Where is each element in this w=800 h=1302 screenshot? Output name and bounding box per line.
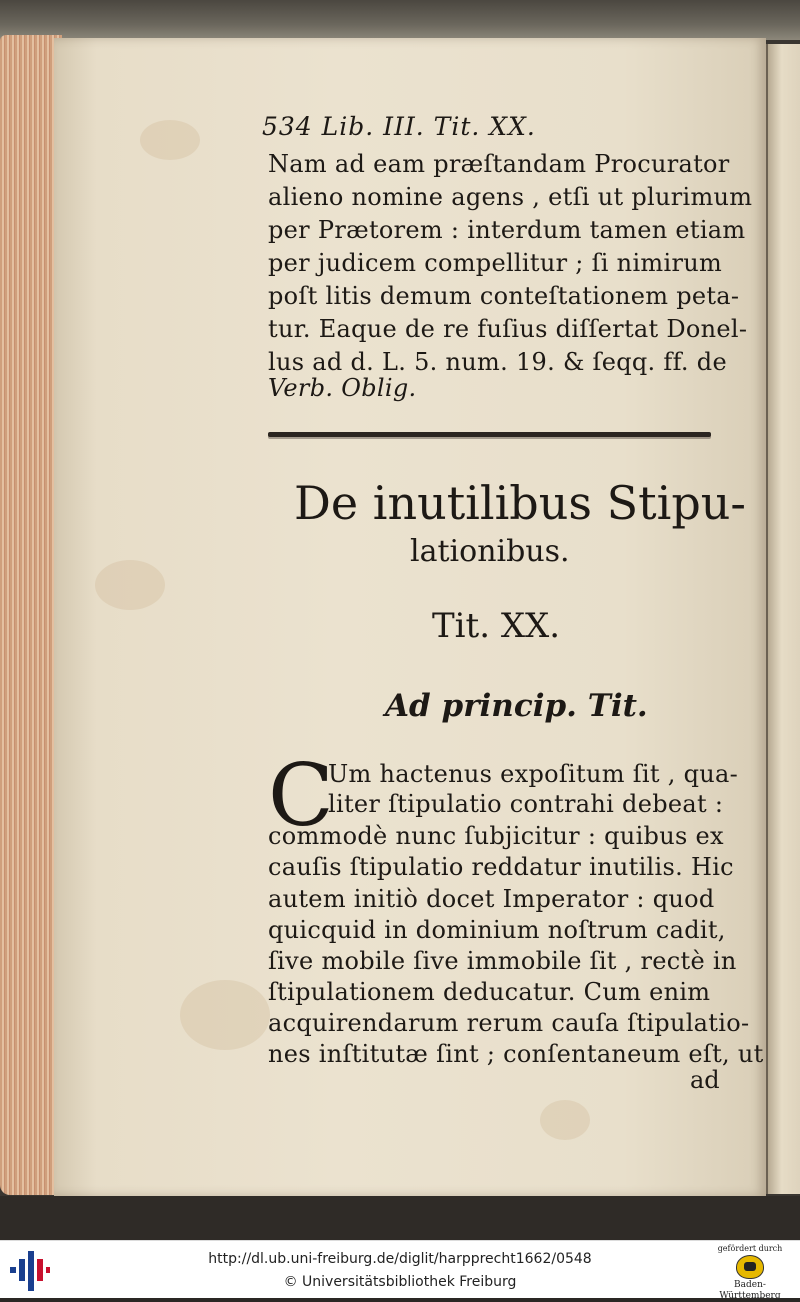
book-bottom-shadow — [0, 1196, 800, 1240]
permalink-url[interactable]: http://dl.ub.uni-freiburg.de/diglit/harpprecht1662/0548 — [208, 1251, 592, 1267]
title-number: Tit. XX. — [432, 606, 561, 646]
text-line: lus ad d. L. 5. num. 19. & ſeqq. ff. de — [268, 348, 727, 376]
text-line: commodè nunc ſubjicitur : quibus ex — [268, 822, 724, 850]
text-line: alieno nomine agens , etſi ut plurimum — [268, 183, 753, 211]
facing-page-edge — [766, 44, 800, 1194]
text-line: autem initiò docet Imperator : quod — [268, 885, 715, 913]
baden-wuerttemberg-crest-icon — [736, 1255, 764, 1279]
copyright-notice: © Universitätsbibliothek Freiburg — [283, 1274, 517, 1290]
text-line: per Prætorem : interdum tamen etiam — [268, 216, 746, 244]
text-line: per judicem compellitur ; ſi nimirum — [268, 249, 723, 277]
funded-by-label: gefördert durch — [717, 1244, 783, 1253]
paper-stain — [180, 980, 270, 1050]
section-divider-rule — [268, 432, 711, 437]
running-header: 534 Lib. III. Tit. XX. — [262, 112, 536, 141]
text-line: quicquid in dominium noſtrum cadit, — [268, 916, 726, 944]
text-line: poſt litis demum conteſtationem peta- — [268, 282, 740, 310]
catchword: ad — [690, 1066, 720, 1094]
page-stack-edge — [0, 35, 62, 1195]
text-line: ſive mobile ſive immobile ſit , rectè in — [268, 947, 737, 975]
paper-stain — [95, 560, 165, 610]
text-line: ſtipulationem deducatur. Cum enim — [268, 978, 711, 1006]
text-line: tur. Eaque de re fuſius diſſertat Donel- — [268, 315, 748, 343]
text-line: cauſis ſtipulatio reddatur inutilis. Hic — [268, 853, 734, 881]
section-title-continued: lationibus. — [410, 534, 570, 569]
viewer-footer — [0, 1240, 800, 1301]
paper-stain — [540, 1100, 590, 1140]
text-line: Um hactenus expoſitum ſit , qua- — [328, 760, 739, 788]
text-line: Nam ad eam præſtandam Procurator — [268, 150, 730, 178]
text-line: Verb. Oblig. — [268, 374, 417, 402]
book-top-edge — [0, 0, 800, 40]
text-line: nes inſtitutæ ſint ; conſentaneum eſt, ut — [268, 1040, 764, 1068]
text-line: acquirendarum rerum cauſa ſtipulatio- — [268, 1009, 750, 1037]
drop-cap-initial: C — [268, 746, 334, 846]
funder-badge[interactable] — [710, 1244, 790, 1302]
paper-stain — [140, 120, 200, 160]
section-title: De inutilibus Stipu- — [294, 476, 746, 530]
subheading: Ad princip. Tit. — [385, 688, 648, 724]
text-line: liter ſtipulatio contrahi debeat : — [328, 790, 724, 818]
funder-name: Baden-Württemberg — [719, 1280, 781, 1301]
